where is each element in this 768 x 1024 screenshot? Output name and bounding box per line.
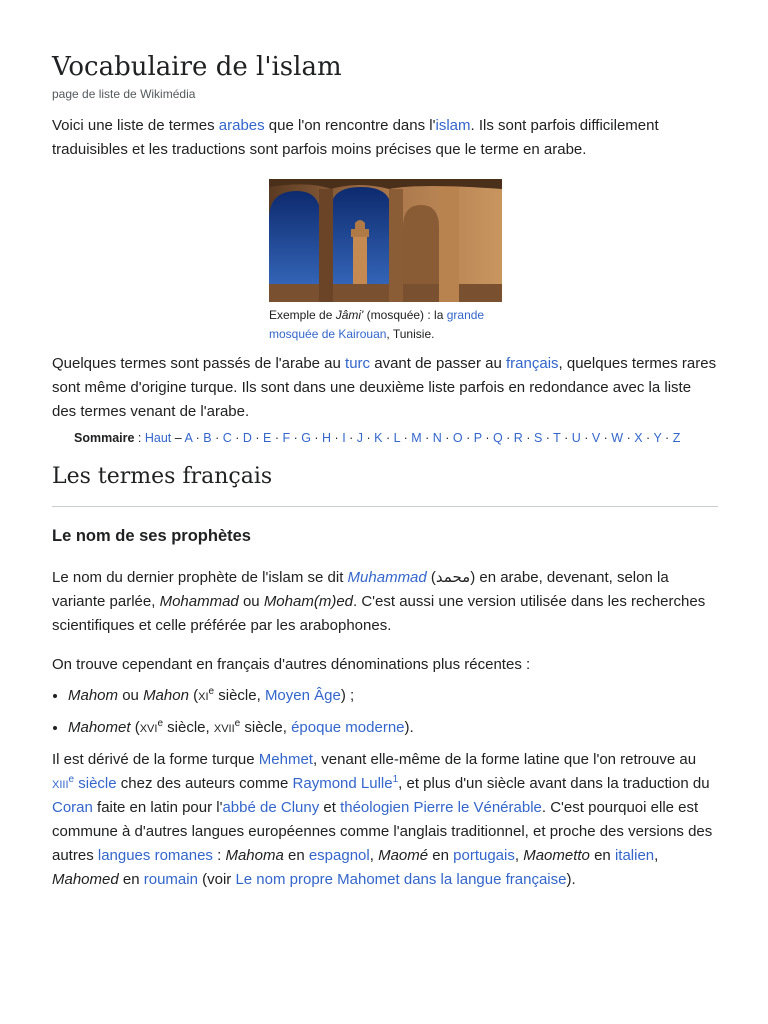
toc-separator: · <box>290 431 302 445</box>
toc-separator: · <box>600 431 612 445</box>
text: – <box>171 431 185 445</box>
toc-link-h[interactable]: H <box>322 431 332 445</box>
toc-link-l[interactable]: L <box>393 431 401 445</box>
toc-separator: · <box>211 431 223 445</box>
link-portugais[interactable]: portugais <box>453 847 515 864</box>
text: . Ils sont parfois difficilement traduisibles et les traductions sont parfois moins précises que le terme en arabe. <box>52 117 659 158</box>
section-heading: Les termes français <box>52 464 273 489</box>
page-title: Vocabulaire de l'islam <box>52 52 342 82</box>
text: ( <box>130 719 140 736</box>
text-italic: Maometto <box>523 847 590 864</box>
toc-separator: · <box>331 431 343 445</box>
toc-link-s[interactable]: S <box>533 431 543 445</box>
toc-separator: · <box>421 431 433 445</box>
toc-link-n[interactable]: N <box>432 431 442 445</box>
toc-letters <box>185 431 681 445</box>
text-italic: Mahoma <box>225 847 284 864</box>
link-islam[interactable]: islam <box>435 117 471 134</box>
text: siècle, <box>240 719 292 736</box>
turkish-paragraph <box>52 352 718 424</box>
toc-separator: · <box>462 431 474 445</box>
text: ). <box>566 871 576 888</box>
link-mehmet[interactable]: Mehmet <box>258 751 313 768</box>
text: en <box>428 847 454 864</box>
text: Quelques termes sont passés de l'arabe au <box>52 355 346 372</box>
text: que l'on rencontre dans l' <box>264 117 436 134</box>
text: , <box>514 847 524 864</box>
toc-separator: · <box>642 431 654 445</box>
toc-separator: · <box>310 431 323 445</box>
toc-separator: · <box>363 431 375 445</box>
toc-link-j[interactable]: J <box>356 431 364 445</box>
superscript: e <box>157 718 163 729</box>
toc-link-z[interactable]: Z <box>672 431 681 445</box>
toc-separator: · <box>661 431 673 445</box>
link-muhammad[interactable] <box>348 569 427 586</box>
century: xiii <box>52 775 69 792</box>
toc-separator: · <box>560 431 572 445</box>
toc-link-x[interactable]: X <box>634 431 643 445</box>
page-subtitle: page de liste de Wikimédia <box>52 87 196 101</box>
figure-caption <box>269 306 502 344</box>
arabic-name: محمد <box>435 569 471 586</box>
superscript: e <box>208 686 215 697</box>
toc-separator: · <box>271 431 283 445</box>
text: Exemple de <box>269 308 336 322</box>
text: ( <box>188 687 199 704</box>
toc-link-u[interactable]: U <box>571 431 581 445</box>
text: . C'est aussi une version utilisée dans les recherches scientifiques et celle préférée par les arabophones. <box>52 593 706 634</box>
text-italic: Mahomet <box>68 719 131 736</box>
toc-separator: · <box>580 431 592 445</box>
toc-link-b[interactable]: B <box>203 431 212 445</box>
link-pierre-le-venerable[interactable]: théologien Pierre le Vénérable <box>340 799 542 816</box>
link-moyen-age[interactable]: Moyen Âge <box>264 687 341 704</box>
toc-separator: · <box>192 431 204 445</box>
toc-link-g[interactable]: G <box>301 431 311 445</box>
toc-separator: · <box>251 431 263 445</box>
superscript: e <box>68 774 75 785</box>
text: ou <box>118 687 144 704</box>
link-francais[interactable]: français <box>506 355 559 372</box>
toc-link-t[interactable]: T <box>553 431 561 445</box>
toc-separator: · <box>382 431 394 445</box>
link-arabes[interactable]: arabes <box>218 117 265 134</box>
text: Il est dérivé de la forme turque <box>52 751 259 768</box>
toc-separator: · <box>441 431 453 445</box>
mosque-image[interactable] <box>269 179 502 302</box>
text: ou <box>238 593 264 610</box>
text: ) en arabe, devenant, selon la variante parlée, <box>52 569 669 610</box>
link-raymond-lulle[interactable]: Raymond Lulle <box>292 775 393 792</box>
table-of-contents <box>74 431 680 445</box>
derived-paragraph <box>52 748 718 892</box>
link-xiiie-siecle[interactable] <box>52 775 117 792</box>
text: en <box>118 871 144 888</box>
text: , venant elle-même de la forme latine que l'on retrouve au <box>312 751 697 768</box>
list-item <box>68 684 718 708</box>
link-roumain[interactable]: roumain <box>143 871 198 888</box>
text: , Tunisie. <box>386 327 435 341</box>
text: en <box>283 847 309 864</box>
text-italic: Jâmi' <box>335 308 364 322</box>
toc-separator: · <box>522 431 534 445</box>
text: , et plus d'un siècle avant dans la traduction du <box>398 775 710 792</box>
text: ). <box>404 719 414 736</box>
text-italic: Mohammad <box>159 593 239 610</box>
toc-link-q[interactable]: Q <box>492 431 503 445</box>
toc-link-v[interactable]: V <box>591 431 601 445</box>
names-list <box>52 684 718 748</box>
toc-link-e[interactable]: E <box>263 431 272 445</box>
text: siècle, <box>214 687 265 704</box>
others-paragraph: On trouve cependant en français d'autres dénominations plus récentes : <box>52 656 531 673</box>
text: (mosquée) : la <box>363 308 447 322</box>
toc-link-o[interactable]: O <box>452 431 463 445</box>
link-langues-romanes[interactable]: langues romanes <box>97 847 213 864</box>
toc-link-i[interactable]: I <box>342 431 346 445</box>
reference-number: 1 <box>392 774 399 785</box>
toc-separator: · <box>502 431 514 445</box>
text: siècle, <box>163 719 214 736</box>
toc-link-c[interactable]: C <box>222 431 232 445</box>
century: xvi <box>139 719 158 736</box>
text: Le nom du dernier prophète de l'islam se dit <box>52 569 348 586</box>
text: avant de passer au <box>370 355 506 372</box>
link-grande-mosquee[interactable]: grande mosquée de Kairouan <box>269 308 485 341</box>
link-coran[interactable]: Coran <box>52 799 93 816</box>
link-espagnol[interactable]: espagnol <box>308 847 370 864</box>
text-italic: Muhammad <box>347 569 427 586</box>
toc-separator: · <box>345 431 357 445</box>
toc-separator: · <box>542 431 554 445</box>
link-italien[interactable]: italien <box>614 847 655 864</box>
toc-separator: · <box>400 431 412 445</box>
text: et <box>319 799 341 816</box>
text: Voici une liste de termes <box>52 117 219 134</box>
text-italic: Mahomed <box>52 871 119 888</box>
text: en <box>589 847 615 864</box>
century: xi <box>198 687 209 704</box>
intro-paragraph <box>52 114 718 162</box>
toc-link-d[interactable]: D <box>242 431 252 445</box>
link-nom-propre-mahomet[interactable]: Le nom propre Mahomet dans la langue française <box>235 871 567 888</box>
subsection-heading: Le nom de ses prophètes <box>52 527 251 545</box>
link-abbe-de-cluny[interactable]: abbé de Cluny <box>222 799 320 816</box>
text: faite en latin pour l' <box>92 799 223 816</box>
toc-link-f[interactable]: F <box>282 431 291 445</box>
text: (voir <box>197 871 236 888</box>
link-epoque-moderne[interactable]: époque moderne <box>291 719 405 736</box>
text: : <box>134 431 145 445</box>
toc-link-m[interactable]: M <box>411 431 422 445</box>
prophet-paragraph <box>52 566 718 638</box>
text-italic: Maomé <box>378 847 429 864</box>
text: , <box>369 847 379 864</box>
mosque-figure <box>269 179 502 344</box>
text: chez des auteurs comme <box>116 775 293 792</box>
text: , <box>654 847 659 864</box>
toc-link-r[interactable]: R <box>513 431 523 445</box>
superscript: e <box>234 718 241 729</box>
toc-separator: · <box>481 431 493 445</box>
text: . C'est pourquoi elle est commune à d'autres langues européennes comme l'anglais traditionnel, et proche des versions des autres <box>52 799 713 864</box>
text-italic: Mahom <box>68 687 119 704</box>
section-divider <box>52 506 718 507</box>
text-italic: Moham(m)ed <box>263 593 353 610</box>
toc-link-p[interactable]: P <box>473 431 482 445</box>
text: : <box>212 847 226 864</box>
toc-link-k[interactable]: K <box>374 431 383 445</box>
text: , quelques termes rares sont même d'origine turque. Ils sont dans une deuxième liste parfois en redondance avec la liste des termes venant de l'arabe. <box>52 355 717 420</box>
toc-link-w[interactable]: W <box>611 431 624 445</box>
century: xvii <box>213 719 235 736</box>
text-italic: Mahon <box>143 687 189 704</box>
list-item <box>68 716 718 740</box>
text: siècle <box>74 775 117 792</box>
toc-link-y[interactable]: Y <box>653 431 662 445</box>
toc-label: Sommaire <box>74 431 135 445</box>
link-turc[interactable]: turc <box>345 355 371 372</box>
toc-link-top[interactable]: Haut <box>144 431 172 445</box>
toc-link-a[interactable]: A <box>184 431 193 445</box>
text: ( <box>426 569 436 586</box>
text: ) ; <box>340 687 355 704</box>
toc-separator: · <box>231 431 243 445</box>
toc-separator: · <box>623 431 635 445</box>
